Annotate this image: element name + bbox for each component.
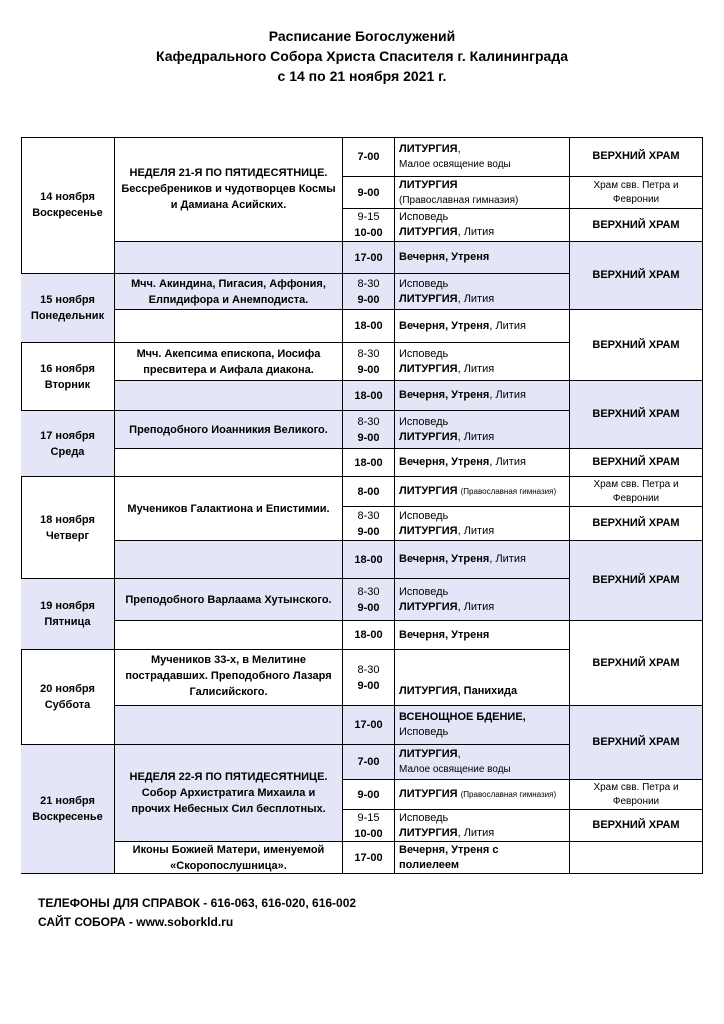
service-suffix: , bbox=[457, 142, 461, 155]
time-text: 9-00 bbox=[357, 293, 380, 306]
service-name: ВСЕНОЩНОЕ БДЕНИЕ, bbox=[399, 711, 526, 723]
weekday-label: Понедельник bbox=[30, 310, 105, 322]
time-cell bbox=[343, 274, 395, 310]
time-cell bbox=[343, 810, 395, 842]
service-name: ЛИТУРГИЯ bbox=[399, 226, 458, 238]
date-cell-18 bbox=[21, 477, 115, 579]
weekday-label: Суббота bbox=[44, 699, 91, 711]
place-text: ВЕРХНИЙ ХРАМ bbox=[592, 456, 680, 468]
service-name: Исповедь bbox=[399, 811, 449, 824]
service-name: Вечерня, Утреня с bbox=[399, 843, 499, 856]
service-name: ЛИТУРГИЯ bbox=[399, 430, 458, 443]
place-text: ВЕРХНИЙ ХРАМ bbox=[592, 656, 680, 669]
place-text: ВЕРХНИЙ ХРАМ bbox=[592, 150, 680, 162]
date-label: 21 ноября bbox=[40, 795, 95, 807]
service-cell bbox=[395, 242, 570, 274]
place-cell bbox=[570, 541, 703, 621]
service-cell bbox=[395, 706, 570, 745]
service-name: ЛИТУРГИЯ bbox=[399, 600, 458, 613]
place-text: ВЕРХНИЙ ХРАМ bbox=[592, 819, 680, 831]
service-name: Исповедь bbox=[399, 211, 449, 223]
service-cell bbox=[395, 541, 570, 579]
place-cell bbox=[570, 449, 703, 477]
service-name: полиелеем bbox=[399, 858, 460, 871]
service-name: Исповедь bbox=[399, 585, 449, 598]
time-text: 17-00 bbox=[354, 851, 383, 864]
page-title bbox=[0, 26, 724, 86]
place-cell bbox=[570, 209, 703, 242]
service-cell bbox=[395, 411, 570, 449]
service-cell bbox=[395, 381, 570, 411]
time-text: 9-00 bbox=[357, 679, 380, 692]
service-note: Исповедь bbox=[399, 726, 449, 738]
empty-cell bbox=[115, 242, 343, 274]
service-name: Исповедь bbox=[399, 509, 449, 522]
time-cell bbox=[343, 242, 395, 274]
service-suffix: , Лития bbox=[489, 553, 526, 565]
service-name: ЛИТУРГИЯ bbox=[399, 178, 458, 191]
empty-cell bbox=[115, 381, 343, 411]
time-cell bbox=[343, 706, 395, 745]
place-text: ВЕРХНИЙ ХРАМ bbox=[592, 736, 680, 748]
weekday-label: Воскресенье bbox=[32, 811, 103, 823]
empty-cell bbox=[115, 706, 343, 745]
place-cell bbox=[570, 477, 703, 507]
place-text: Храм свв. Петра и Февронии bbox=[593, 478, 679, 504]
service-suffix: , Лития bbox=[457, 524, 495, 537]
service-name: Вечерня, Утреня bbox=[399, 456, 490, 468]
saint-cell-19 bbox=[115, 579, 343, 621]
time-text: 7-00 bbox=[357, 756, 380, 768]
time-text: 8-30 bbox=[357, 277, 380, 290]
service-name: ЛИТУРГИЯ bbox=[399, 748, 458, 760]
service-suffix: , Лития bbox=[489, 319, 526, 332]
saint-text: Преподобного Иоанникия Великого. bbox=[129, 423, 328, 436]
service-suffix: , bbox=[457, 748, 461, 760]
service-cell bbox=[395, 507, 570, 541]
time-text: 9-00 bbox=[357, 525, 380, 538]
time-text: 9-00 bbox=[357, 363, 380, 376]
footer-phones: ТЕЛЕФОНЫ ДЛЯ СПРАВОК - 616-063, 616-020, 616-002 bbox=[38, 896, 357, 910]
service-name: ЛИТУРГИЯ bbox=[399, 524, 458, 537]
service-name: ЛИТУРГИЯ bbox=[399, 485, 458, 497]
place-text: ВЕРХНИЙ ХРАМ bbox=[592, 338, 680, 351]
empty-cell bbox=[115, 621, 343, 650]
saint-text: Мчч. Акепсима епископа, Иосифа пресвитера и Аифала диакона. bbox=[136, 347, 321, 376]
title-line-2: Кафедрального Собора Христа Спасителя г. Калининграда bbox=[156, 48, 568, 64]
time-text: 8-30 bbox=[357, 509, 380, 522]
service-suffix: , Лития bbox=[457, 826, 495, 839]
service-note: Малое освящение воды bbox=[399, 158, 511, 170]
saint-cell-14 bbox=[115, 137, 343, 242]
service-cell bbox=[395, 310, 570, 343]
saint-text: НЕДЕЛЯ 22-Я ПО ПЯТИДЕСЯТНИЦЕ. Собор Архистратига Михаила и прочих Небесных Сил бесплотных. bbox=[129, 771, 328, 815]
saint-cell-16 bbox=[115, 343, 343, 381]
time-cell bbox=[343, 449, 395, 477]
date-cell-17 bbox=[21, 411, 115, 477]
place-cell bbox=[570, 621, 703, 706]
date-label: 20 ноября bbox=[40, 683, 95, 695]
service-cell bbox=[395, 449, 570, 477]
time-text: 7-00 bbox=[357, 150, 380, 163]
saint-text: Преподобного Варлаама Хутынского. bbox=[125, 593, 332, 606]
date-label: 18 ноября bbox=[40, 513, 95, 526]
footer-site: САЙТ СОБОРА - www.soborkld.ru bbox=[38, 915, 234, 929]
time-cell bbox=[343, 745, 395, 780]
service-name: ЛИТУРГИЯ bbox=[399, 362, 458, 375]
service-suffix: , Лития bbox=[457, 600, 495, 613]
time-cell bbox=[343, 541, 395, 579]
time-cell bbox=[343, 411, 395, 449]
time-text: 9-00 bbox=[357, 431, 380, 444]
service-cell bbox=[395, 177, 570, 209]
time-text: 17-00 bbox=[354, 251, 383, 264]
saint-cell-15 bbox=[115, 274, 343, 310]
saint-cell-18 bbox=[115, 477, 343, 541]
time-text: 9-15 bbox=[357, 811, 380, 824]
saint-text: НЕДЕЛЯ 21-Я ПО ПЯТИДЕСЯТНИЦЕ. Бессребреников и чудотворцев Космы и Дамиана Асийских. bbox=[121, 167, 336, 211]
service-name: Вечерня, Утреня bbox=[399, 251, 490, 263]
service-cell bbox=[395, 780, 570, 810]
service-name: Исповедь bbox=[399, 415, 449, 428]
service-name: ЛИТУРГИЯ bbox=[399, 142, 458, 155]
time-text: 8-30 bbox=[357, 415, 380, 428]
service-cell bbox=[395, 745, 570, 780]
time-text: 9-00 bbox=[357, 601, 380, 614]
place-cell bbox=[570, 177, 703, 209]
time-text: 9-00 bbox=[357, 186, 380, 199]
service-suffix: , Лития bbox=[457, 430, 495, 443]
time-cell bbox=[343, 209, 395, 242]
time-text: 10-00 bbox=[354, 827, 383, 840]
service-name: Исповедь bbox=[399, 277, 449, 290]
saint-cell-17 bbox=[115, 411, 343, 449]
time-cell bbox=[343, 780, 395, 810]
time-cell bbox=[343, 621, 395, 650]
time-cell bbox=[343, 381, 395, 411]
service-cell bbox=[395, 621, 570, 650]
place-cell bbox=[570, 137, 703, 177]
weekday-label: Четверг bbox=[45, 529, 90, 542]
service-cell bbox=[395, 137, 570, 177]
weekday-label: Пятница bbox=[44, 616, 91, 628]
time-cell bbox=[343, 650, 395, 706]
time-cell bbox=[343, 507, 395, 541]
place-cell bbox=[570, 381, 703, 449]
service-note: (Православная гимназия) bbox=[460, 487, 557, 496]
service-name: ЛИТУРГИЯ bbox=[399, 826, 458, 839]
service-suffix: , Лития bbox=[489, 456, 526, 468]
empty-cell bbox=[115, 310, 343, 343]
date-cell-16 bbox=[21, 343, 115, 411]
place-cell-empty bbox=[570, 842, 703, 874]
place-text: Храм свв. Петра и Февронии bbox=[593, 179, 679, 205]
saint-text: Мчч. Акиндина, Пигасия, Аффония, Елпидифора и Анемподиста. bbox=[131, 277, 326, 306]
place-cell bbox=[570, 242, 703, 310]
time-text: 8-30 bbox=[357, 347, 380, 360]
service-suffix: , Лития bbox=[457, 362, 495, 375]
service-note: (Православная гимназия) bbox=[460, 790, 557, 799]
time-text: 18-00 bbox=[354, 553, 383, 566]
place-cell bbox=[570, 810, 703, 842]
saint-text: Иконы Божией Матери, именуемой «Скоропослушница». bbox=[132, 843, 325, 872]
service-name: Вечерня, Утреня bbox=[399, 389, 490, 401]
schedule-table bbox=[21, 137, 703, 874]
time-text: 10-00 bbox=[354, 227, 383, 239]
place-text: Храм свв. Петра и Февронии bbox=[593, 781, 679, 807]
empty-cell bbox=[115, 541, 343, 579]
saint-text: Мучеников Галактиона и Епистимии. bbox=[127, 502, 330, 515]
service-name: ЛИТУРГИЯ bbox=[399, 788, 458, 800]
time-cell bbox=[343, 343, 395, 381]
date-label: 16 ноября bbox=[40, 362, 95, 375]
saint-cell-21-icon bbox=[115, 842, 343, 874]
weekday-label: Вторник bbox=[44, 378, 91, 391]
place-cell bbox=[570, 507, 703, 541]
date-label: 14 ноября bbox=[40, 191, 95, 203]
service-suffix: , Лития bbox=[457, 292, 495, 305]
date-cell-14 bbox=[21, 137, 115, 274]
date-cell-19 bbox=[21, 579, 115, 650]
service-name: Вечерня, Утреня bbox=[399, 628, 490, 641]
title-line-3: с 14 по 21 ноября 2021 г. bbox=[277, 68, 447, 84]
service-name: ЛИТУРГИЯ bbox=[399, 292, 458, 305]
service-name: Вечерня, Утреня bbox=[399, 553, 490, 565]
time-cell bbox=[343, 310, 395, 343]
time-cell bbox=[343, 579, 395, 621]
weekday-label: Воскресенье bbox=[32, 207, 103, 219]
time-text: 18-00 bbox=[354, 389, 383, 402]
time-text: 8-30 bbox=[357, 585, 380, 598]
time-cell bbox=[343, 177, 395, 209]
service-cell bbox=[395, 477, 570, 507]
service-cell bbox=[395, 274, 570, 310]
place-text: ВЕРХНИЙ ХРАМ bbox=[592, 218, 680, 231]
date-label: 15 ноября bbox=[40, 294, 95, 306]
service-cell bbox=[395, 810, 570, 842]
empty-cell bbox=[115, 449, 343, 477]
saint-text: Мучеников 33-х, в Мелитине пострадавших. Преподобного Лазаря Галисийского. bbox=[125, 654, 332, 698]
service-name: ЛИТУРГИЯ, Панихида bbox=[399, 685, 518, 697]
weekday-label: Среда bbox=[50, 445, 85, 458]
time-text: 8-00 bbox=[357, 485, 380, 498]
time-text: 18-00 bbox=[354, 456, 383, 469]
service-note: Малое освящение воды bbox=[399, 764, 511, 775]
service-suffix: , Лития bbox=[489, 389, 526, 401]
date-cell-21 bbox=[21, 745, 115, 874]
service-name: Исповедь bbox=[399, 347, 449, 360]
service-cell bbox=[395, 579, 570, 621]
service-note: (Православная гимназия) bbox=[399, 194, 519, 206]
place-cell bbox=[570, 780, 703, 810]
place-text: ВЕРХНИЙ ХРАМ bbox=[592, 574, 680, 586]
date-label: 19 ноября bbox=[40, 600, 95, 612]
date-cell-15 bbox=[21, 274, 115, 343]
time-text: 8-30 bbox=[357, 663, 380, 676]
place-cell bbox=[570, 706, 703, 780]
service-cell bbox=[395, 343, 570, 381]
service-cell bbox=[395, 209, 570, 242]
service-name: Вечерня, Утреня bbox=[399, 319, 490, 332]
time-text: 17-00 bbox=[354, 719, 383, 731]
place-text: ВЕРХНИЙ ХРАМ bbox=[592, 269, 680, 281]
time-text: 18-00 bbox=[354, 629, 383, 641]
saint-cell-20 bbox=[115, 650, 343, 706]
service-cell bbox=[395, 650, 570, 706]
time-cell bbox=[343, 477, 395, 507]
time-cell bbox=[343, 137, 395, 177]
saint-cell-21 bbox=[115, 745, 343, 842]
time-text: 9-15 bbox=[357, 211, 380, 223]
date-label: 17 ноября bbox=[40, 429, 95, 442]
place-text: ВЕРХНИЙ ХРАМ bbox=[592, 408, 680, 420]
time-text: 18-00 bbox=[354, 320, 383, 332]
time-cell bbox=[343, 842, 395, 874]
time-text: 9-00 bbox=[357, 788, 380, 801]
place-text: ВЕРХНИЙ ХРАМ bbox=[592, 517, 680, 529]
service-cell bbox=[395, 842, 570, 874]
place-cell bbox=[570, 310, 703, 381]
title-line-1: Расписание Богослужений bbox=[268, 28, 456, 44]
service-suffix: , Лития bbox=[457, 226, 495, 238]
date-cell-20 bbox=[21, 650, 115, 745]
